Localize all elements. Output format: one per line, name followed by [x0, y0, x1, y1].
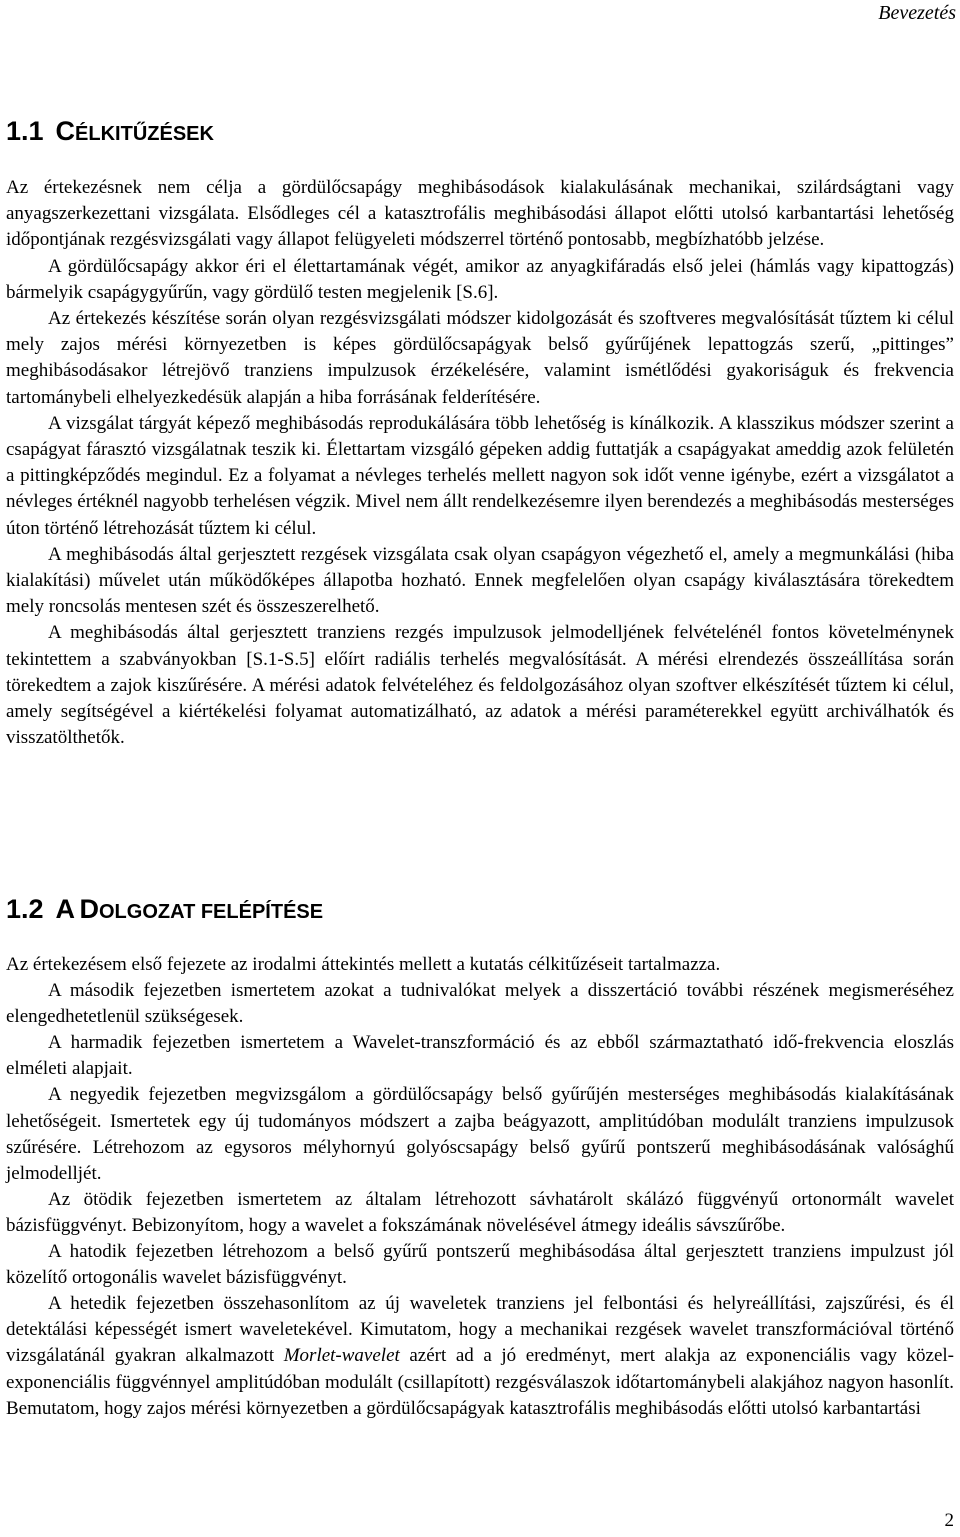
section-number: 1.2	[6, 894, 44, 924]
section-title-rest: ÉLKITŰZÉSEK	[75, 123, 214, 145]
objectives-body	[6, 175, 954, 751]
text-run-italic: Morlet-wavelet	[283, 1345, 400, 1367]
paragraph: Az ötödik fejezetben ismertetem az általam létrehozott sávhatárolt skálázó függvényű ortonormált wavelet bázisfüggvényt. Bebizonyítom, hogy a wavelet a fokszámának növelésével átmegy ideális sávszűrőbe.	[6, 1188, 954, 1236]
paragraph: A harmadik fejezetben ismertetem a Wavelet-transzformáció és az ebből származtatható idő-frekvencia eloszlás elméleti alapjait.	[6, 1032, 954, 1080]
running-header: Bevezetés	[878, 2, 956, 24]
paragraph: Az értekezésem első fejezete az irodalmi áttekintés mellett a kutatás célkitűzéseit tartalmazza.	[6, 954, 721, 975]
paragraph: A hatodik fejezetben létrehozom a belső gyűrű pontszerű meghibásodása által gerjesztett tranziens impulzust jól közelítő ortogonális wavelet bázisfüggvényt.	[6, 1241, 954, 1289]
paragraph: A vizsgálat tárgyát képező meghibásodás reprodukálására több lehetőség is kínálkozik. A klasszikus módszer szerint a csapágyat fárasztó vizsgálatnak teszik ki. Élettartam vizsgáló gépeken addig futtatják a csapágyakat ameddig azok felületén a pittingképződés megindul. Ez a folyamat a névleges terhelés mellett nagyon sok időt venne igénybe, ezért a vizsgálatot a névleges értéknél nagyobb terhelésen végzik. Mivel nem állt rendelkezésemre ilyen berendezés a meghibásodás mesterséges úton történő létrehozását tűztem ki célul.	[6, 412, 954, 539]
text-run: A hetedik fejezetben összehasonlítom az új waveletek tranziens jel felbontási és helyreállítási, zajszűrési, és él detektálási képességét ismert waveletekével. Kimutatom, hogy a mechanikai rezgések wavelet transzformációval történő vizsgálatánál gyakran alkalmazott	[6, 1293, 954, 1367]
paragraph: A második fejezetben ismertetem azokat a tudnivalókat melyek a disszertáció további részének megismeréséhez elengedhetetlenül szükségesek.	[6, 980, 954, 1028]
paragraph: A meghibásodás által gerjesztett tranziens rezgés impulzusok jelmodelljének felvételénél fontos követelménynek tekintettem a szabványokban [S.1-S.5] előírt radiális terhelés megvalósítását. A mérési elrendezés összeállítása során törekedtem a zajok kiszűrésére. A mérési adatok felvételéhez és feldolgozásához olyan szoftver elkészítését tűztem ki célul, amely segítségével a kiértékelési folyamat automatizálható, az adatok a mérési paraméterekkel együtt archiválhatók és visszatölthetők.	[6, 622, 954, 749]
paragraph: A gördülőcsapágy akkor éri el élettartamának végét, amikor az anyagkifáradás első jelei (hámlás vagy kipattogzás) bármelyik csapágygyűrűn, vagy gördülő testen megjelenik [S.6].	[6, 255, 954, 303]
section-title-initial: A	[55, 894, 76, 924]
paragraph	[6, 1291, 954, 1421]
paragraph: Az értekezésnek nem célja a gördülőcsapágy meghibásodások kialakulásának mechanikai, szilárdságtani vagy anyagszerkezettani vizsgálata. Elsődleges cél a katasztrofális meghibásodási állapot előtti utolsó karbantartási lehetőség időpontjának rezgésvizsgálati vagy állapot felügyeleti módszerrel történő pontosabb, megbízhatóbb jelzése.	[6, 177, 954, 251]
section-heading-objectives	[6, 116, 214, 147]
section-heading-structure	[6, 894, 323, 925]
text-run: azért ad a jó eredményt, mert alakja az exponenciális vagy közel-exponenciális függvénnyel amplitúdóban modulált (csillapított) rezgésválaszok időtartománybeli alakjához nagyon hasonlít. Bemutatom, hogy zajos mérési környezetben a gördülőcsapágyak katasztrofális meghibásodás előtti utolsó karbantartási	[6, 1345, 954, 1419]
paragraph: Az értekezés készítése során olyan rezgésvizsgálati módszer kidolgozását és szoftveres megvalósítását tűztem ki célul mely zajos mérési környezetben is képes gördülőcsapágyak belső gyűrűjének lepattogzás szerű, „pittinges” meghibásodásakor létrejövő tranziens impulzusok érzékelésére, valamint ismétlődési gyakoriságuk és frekvencia tartománybeli elhelyezkedésük alapján a hiba forrásának felderítésére.	[6, 308, 954, 408]
section-title-initial: D	[79, 894, 99, 924]
section-number: 1.1	[6, 116, 44, 146]
section-title-initial: C	[55, 116, 76, 146]
paragraph: A negyedik fejezetben megvizsgálom a gördülőcsapágy belső gyűrűjén mesterséges meghibásodás kialakításának lehetőségeit. Ismertetek egy új tudományos módszert a zajba beágyazott, amplitúdóban modulált tranziens impulzusok szűrésére. Létrehozom az egysoros mélyhornyú golyóscsapágy belső gyűrű pontszerű meghibásodásának valósághű jelmodelljét.	[6, 1084, 954, 1184]
page-number: 2	[944, 1510, 954, 1531]
section-title-rest: OLGOZAT FELÉPÍTÉSE	[99, 901, 324, 923]
paragraph: A meghibásodás által gerjesztett rezgések vizsgálata csak olyan csapágyon végezhető el, amely a megmunkálási (hiba kialakítási) művelet után működőképes állapotba hozható. Ennek megfelelően olyan csapágy kiválasztására törekedtem mely roncsolás mentesen szét és összeszerelhető.	[6, 543, 954, 618]
structure-body	[6, 952, 954, 1422]
